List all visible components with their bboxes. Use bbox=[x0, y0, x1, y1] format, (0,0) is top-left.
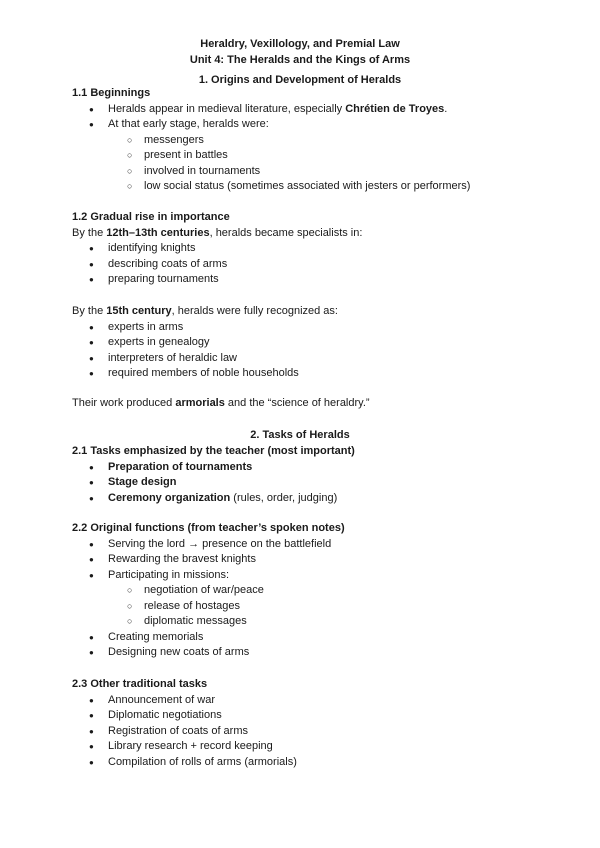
paragraph-text: and the “science of heraldry.” bbox=[224, 397, 370, 409]
section-2-1-heading: 2.1 Tasks emphasized by the teacher (most important) bbox=[72, 445, 355, 457]
list-item: ● At that early stage, heralds were: bbox=[72, 117, 542, 133]
paragraph bbox=[72, 304, 542, 320]
list-item: ● Rewarding the bravest knights bbox=[72, 552, 542, 568]
list-item-note: (rules, order, judging) bbox=[230, 491, 338, 504]
list-item: ● Announcement of war bbox=[72, 693, 542, 709]
list-item: ● Participating in missions: bbox=[72, 568, 542, 584]
list-item: ● experts in arms bbox=[72, 320, 542, 336]
paragraph bbox=[72, 396, 542, 412]
list-item: ● Compilation of rolls of arms (armorials) bbox=[72, 755, 542, 771]
list-item: ● preparing tournaments bbox=[72, 272, 542, 288]
paragraph-text: , heralds became specialists in: bbox=[209, 226, 363, 239]
emphasis: 12th–13th centuries bbox=[106, 226, 210, 239]
sub-list-item: ○ low social status (sometimes associated with jesters or performers) bbox=[72, 179, 542, 195]
list-item: ● Designing new coats of arms bbox=[72, 645, 542, 661]
emphasis: armorials bbox=[175, 397, 225, 409]
sub-list-item: ○ messengers bbox=[72, 133, 542, 149]
section-1-2-continued bbox=[72, 304, 542, 382]
paragraph-text: Their work produced bbox=[72, 397, 176, 409]
list-item: ● describing coats of arms bbox=[72, 257, 542, 273]
section-1-1-heading: 1.1 Beginnings bbox=[72, 87, 151, 99]
document-header bbox=[0, 37, 600, 89]
list-item: ● Registration of coats of arms bbox=[72, 724, 542, 740]
sub-list-item: ○ present in battles bbox=[72, 148, 542, 164]
section-2-title: 2. Tasks of Heralds bbox=[250, 429, 350, 441]
section-1-2-heading: 1.2 Gradual rise in importance bbox=[72, 211, 230, 223]
list-item: ● required members of noble households bbox=[72, 366, 542, 382]
section-1-title: 1. Origins and Development of Heralds bbox=[198, 74, 402, 86]
section-1-1 bbox=[72, 86, 542, 195]
list-item: ● Creating memorials bbox=[72, 630, 542, 646]
section-1-2 bbox=[72, 210, 542, 288]
list-item: ● Stage design bbox=[72, 475, 542, 491]
author-name: Chrétien de Troyes bbox=[345, 102, 445, 115]
list-item bbox=[72, 102, 542, 118]
section-2-2-heading: 2.2 Original functions (from teacher’s spoken notes) bbox=[72, 522, 345, 534]
list-item: ● Library research + record keeping bbox=[72, 739, 542, 755]
unit-title: Unit 4: The Heralds and the Kings of Arms bbox=[189, 54, 411, 66]
paragraph-text: By the bbox=[72, 226, 107, 239]
list-item bbox=[72, 491, 542, 507]
list-item: ● identifying knights bbox=[72, 241, 542, 257]
course-title: Heraldry, Vexillology, and Premial Law bbox=[200, 38, 400, 50]
list-item: ● experts in genealogy bbox=[72, 335, 542, 351]
list-item: ● interpreters of heraldic law bbox=[72, 351, 542, 367]
list-item: ● Preparation of tournaments bbox=[72, 460, 542, 476]
section-2-2 bbox=[72, 521, 542, 661]
section-2-3 bbox=[72, 677, 542, 770]
list-item-text: . bbox=[444, 102, 448, 115]
list-item: ● Diplomatic negotiations bbox=[72, 708, 542, 724]
paragraph bbox=[72, 226, 542, 242]
sub-list-item: ○ involved in tournaments bbox=[72, 164, 542, 180]
emphasis: 15th century bbox=[106, 305, 172, 317]
sub-list-item: ○ release of hostages bbox=[72, 599, 542, 615]
section-2-3-heading: 2.3 Other traditional tasks bbox=[72, 678, 208, 690]
list-item: ● Serving the lord → presence on the battlefield bbox=[72, 537, 542, 553]
paragraph-text: , heralds were fully recognized as: bbox=[171, 305, 338, 317]
list-item-text: Heralds appear in medieval literature, especially bbox=[108, 102, 346, 115]
sub-list-item: ○ negotiation of war/peace bbox=[72, 583, 542, 599]
sub-list-item: ○ diplomatic messages bbox=[72, 614, 542, 630]
paragraph-text: By the bbox=[72, 305, 107, 317]
section-2-1 bbox=[72, 444, 542, 506]
list-item-text: Ceremony organization bbox=[108, 491, 231, 504]
